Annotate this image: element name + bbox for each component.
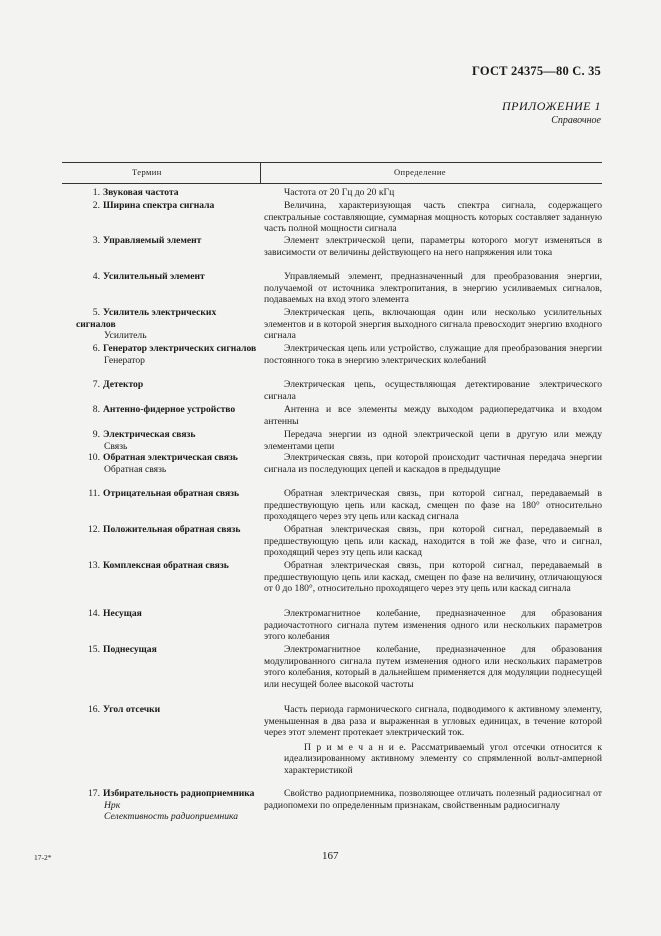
definition-cell xyxy=(264,704,602,776)
definition-cell xyxy=(264,644,602,690)
definition-text: Электрическая связь, при которой происходит частичная передача энергии сигнала из последующих цепей и каскадов в предыдущие xyxy=(264,452,602,475)
definition-text: Обратная электрическая связь, при которой сигнал, передаваемый в предшествующую цепь или каскад, смещен по фазе на величину, отличающуюся от 0 до 180°, относительно проходящего через эту цепь или каскад сигнала xyxy=(264,560,602,594)
definition-cell xyxy=(264,307,602,342)
term-cell xyxy=(62,452,257,475)
term-number: 11. xyxy=(88,488,100,499)
term-name: Несущая xyxy=(103,608,142,619)
definition-text: Электрическая цепь, осуществляющая детектирование электрического сигнала xyxy=(264,379,602,402)
term-cell xyxy=(62,379,257,391)
definition-cell xyxy=(264,235,602,258)
column-header-term: Термин xyxy=(132,167,162,177)
definition-note: П р и м е ч а н и е. Рассматриваемый угол отсечки относится к идеализированному активному элементу со спрямленной вольт-амперной характеристикой xyxy=(284,741,602,776)
standard-number: ГОСТ 24375—80 С. 35 xyxy=(472,64,601,78)
term-name: Комплексная обратная связь xyxy=(103,560,229,571)
term-number: 8. xyxy=(92,404,100,415)
term-number: 12. xyxy=(88,524,100,535)
term-line xyxy=(62,560,257,572)
definition-text: Электромагнитное колебание, предназначенное для образования радиочастотного сигнала путем изменения одного или нескольких параметров этого колебания xyxy=(264,608,602,642)
term-cell xyxy=(62,235,257,247)
term-name: Усилитель электрических сигналов xyxy=(76,307,217,330)
term-name: Электрическая связь xyxy=(103,429,196,440)
term-cell xyxy=(62,271,257,283)
column-divider xyxy=(260,163,261,183)
term-name: Избирательность радиоприемника xyxy=(103,788,255,799)
term-name: Обратная электрическая связь xyxy=(103,452,238,463)
definition-cell xyxy=(264,524,602,559)
definition-text: Обратная электрическая связь, при которой сигнал, передаваемый в предшествующую цепь или каскад, находится в той же фазе, что и сигнал, проходящий через эту цепь или каскад xyxy=(264,524,602,558)
term-name: Положительная обратная связь xyxy=(103,524,241,535)
term-synonym-italic: Селективность радиоприемника xyxy=(104,811,239,822)
term-number: 16. xyxy=(88,704,100,715)
term-number: 7. xyxy=(92,379,100,390)
term-number: 1. xyxy=(92,187,100,198)
definition-cell xyxy=(264,379,602,402)
definition-cell xyxy=(264,200,602,235)
appendix-title: ПРИЛОЖЕНИЕ 1 xyxy=(502,99,601,113)
term-line xyxy=(62,524,257,536)
print-mark: 17-2* xyxy=(34,853,52,862)
term-cell xyxy=(62,200,257,212)
definition-text: Электромагнитное колебание, предназначенное для образования модулированного сигнала путем изменения одного или нескольких параметров этого колебания, который в дальнейшем применяется для модуляции поднесущей или несущей более высокой частоты xyxy=(264,644,602,690)
terms-table xyxy=(62,162,602,822)
term-number: 2. xyxy=(92,200,100,211)
term-number: 9. xyxy=(92,429,100,440)
term-cell xyxy=(62,704,257,716)
term-line xyxy=(62,704,257,716)
term-cell xyxy=(62,608,257,620)
term-number: 10. xyxy=(88,452,100,463)
term-cell xyxy=(62,788,257,823)
definition-cell xyxy=(264,343,602,366)
term-number: 14. xyxy=(88,608,100,619)
definition-cell xyxy=(264,429,602,452)
definition-cell xyxy=(264,788,602,811)
definition-text: Часть периода гармонического сигнала, подводимого к активному элементу, уменьшенная в два раза и выраженная в угловых единицах, в течение которой через этот элемент протекает электрический ток. xyxy=(264,704,602,738)
term-number: 6. xyxy=(92,343,100,354)
term-line xyxy=(62,429,257,441)
term-name: Антенно-фидерное устройство xyxy=(103,404,236,415)
definition-text: Обратная электрическая связь, при которой сигнал, передаваемый в предшествующую цепь или каскад, смещен по фазе на 180° относительно проходящего через эту цепь или каскад сигнала xyxy=(264,488,602,522)
definition-text: Управляемый элемент, предназначенный для преобразования энергии, получаемой от источника электропитания, в энергию усиливаемых сигналов, подаваемых на вход этого элемента xyxy=(264,271,602,305)
term-name: Отрицательная обратная связь xyxy=(103,488,240,499)
term-synonym: Усилитель xyxy=(104,330,147,341)
term-name: Генератор электрических сигналов xyxy=(103,343,257,354)
term-cell xyxy=(62,524,257,536)
definition-text: Передача энергии из одной электрической цепи в другую или между элементами цепи xyxy=(264,429,602,452)
term-cell xyxy=(62,343,257,366)
term-line xyxy=(62,404,257,416)
definition-cell xyxy=(264,608,602,643)
term-cell xyxy=(62,429,257,452)
column-header-definition: Определение xyxy=(394,167,446,177)
term-line xyxy=(62,307,257,330)
term-cell xyxy=(62,488,257,500)
term-synonym: Связь xyxy=(104,440,128,452)
term-name: Звуковая частота xyxy=(103,187,179,198)
term-line xyxy=(62,271,257,283)
term-name: Управляемый элемент xyxy=(103,235,202,246)
definition-text: Электрическая цепь, включающая один или несколько усилительных элементов и в которой энергия выходного сигнала превосходит энергию входного сигнала xyxy=(264,307,602,341)
definition-cell xyxy=(264,560,602,595)
table-header xyxy=(62,162,602,184)
term-name: Усилительный элемент xyxy=(103,271,205,282)
definition-cell xyxy=(264,488,602,523)
term-name: Ширина спектра сигнала xyxy=(103,200,215,211)
term-number: 3. xyxy=(92,235,100,246)
definition-text: Электрическая цепь или устройство, служащие для преобразования энергии постоянного тока в энергию электрических колебаний xyxy=(264,343,602,366)
term-line xyxy=(62,379,257,391)
definition-text: Элемент электрической цепи, параметры которого могут изменяться в зависимости от величины действующего на него напряжения или тока xyxy=(264,235,602,258)
term-name: Угол отсечки xyxy=(103,704,161,715)
term-cell xyxy=(62,644,257,656)
term-line xyxy=(62,488,257,500)
term-line xyxy=(62,644,257,656)
term-line xyxy=(62,452,257,464)
definition-text: Антенна и все элементы между выходом радиопередатчика и входом антенны xyxy=(264,404,602,427)
appendix-type: Справочное xyxy=(551,115,601,126)
term-line xyxy=(62,343,257,355)
term-cell xyxy=(62,307,257,342)
definition-text: Величина, характеризующая часть спектра сигнала, содержащего спектральные составляющие, суммарная мощность которых составляет заданную часть полной мощности сигнала xyxy=(264,200,602,234)
term-name: Детектор xyxy=(103,379,144,390)
term-line xyxy=(62,608,257,620)
term-line xyxy=(62,788,257,800)
term-line xyxy=(62,235,257,247)
definition-cell xyxy=(264,404,602,427)
definition-text: Частота от 20 Гц до 20 кГц xyxy=(284,187,395,198)
definition-text: Свойство радиоприемника, позволяющее отличать полезный радиосигнал от радиопомехи по определенным признакам, свойственным радиосигналу xyxy=(264,788,602,811)
term-number: 5. xyxy=(92,307,100,318)
term-number: 13. xyxy=(88,560,100,571)
term-cell xyxy=(62,187,257,199)
term-synonym-italic: Нрк xyxy=(104,799,121,811)
definition-cell xyxy=(264,271,602,306)
term-cell xyxy=(62,560,257,572)
term-line xyxy=(62,200,257,212)
term-number: 17. xyxy=(88,788,100,799)
page-header xyxy=(472,64,601,126)
term-synonym: Генератор xyxy=(104,354,145,366)
term-number: 4. xyxy=(92,271,100,282)
page-number: 167 xyxy=(322,850,339,862)
definition-cell xyxy=(264,452,602,475)
definition-cell xyxy=(264,187,602,199)
term-synonym: Обратная связь xyxy=(104,463,167,475)
term-cell xyxy=(62,404,257,416)
term-name: Поднесущая xyxy=(103,644,157,655)
term-line xyxy=(62,187,257,199)
term-number: 15. xyxy=(88,644,100,655)
